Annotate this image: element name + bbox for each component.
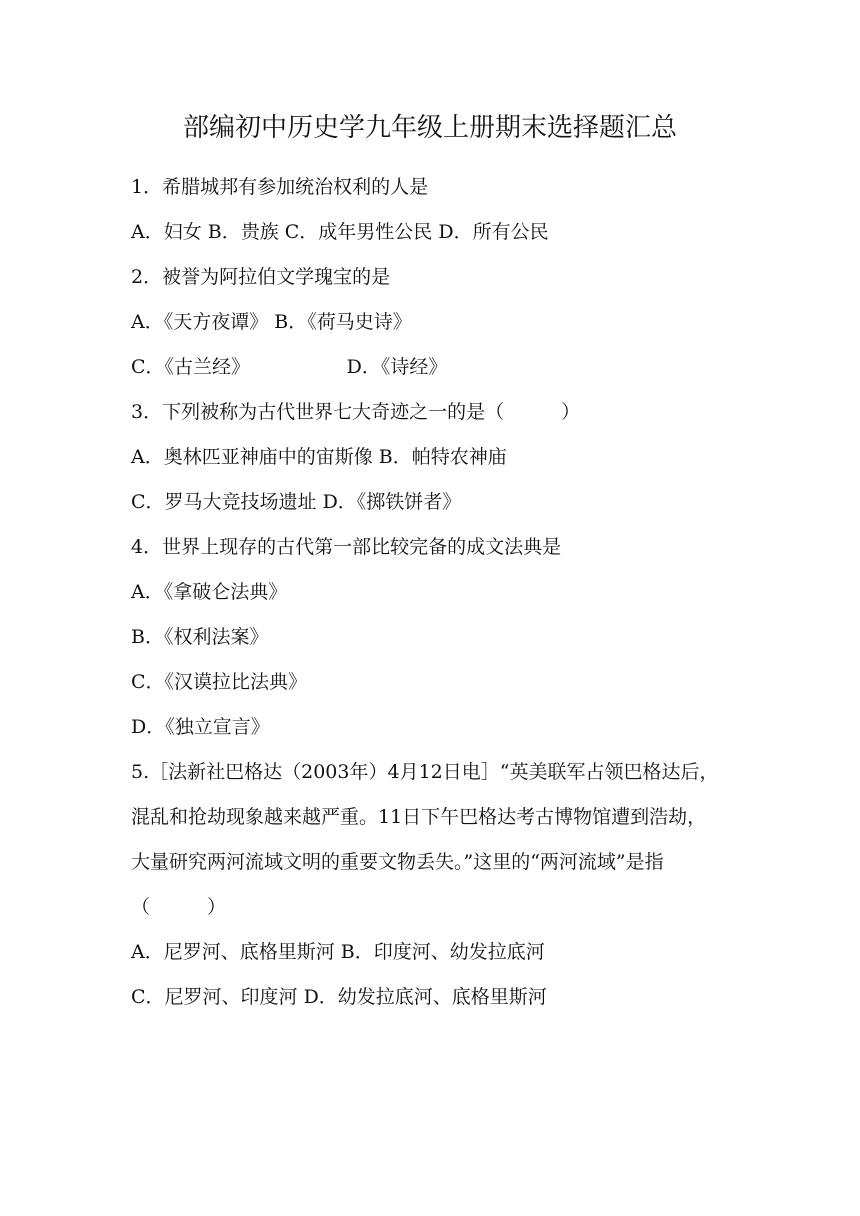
question-2-stem: 2．被誉为阿拉伯文学瑰宝的是 bbox=[131, 266, 391, 288]
question-3-options-cd: C．罗马大竞技场遗址 D．《掷铁饼者》 bbox=[131, 491, 462, 513]
question-5-options-ab: A．尼罗河、底格里斯河 B．印度河、幼发拉底河 bbox=[131, 941, 545, 963]
question-5-options-cd: C．尼罗河、印度河 D．幼发拉底河、底格里斯河 bbox=[131, 986, 547, 1008]
question-5-stem-line-2: 混乱和抢劫现象越来越严重。11日下午巴格达考古博物馆遭到浩劫， bbox=[131, 806, 707, 828]
question-3-stem: 3．下列被称为古代世界七大奇迹之一的是（ ） bbox=[131, 401, 581, 423]
question-4-option-c: C．《汉谟拉比法典》 bbox=[131, 671, 308, 693]
question-1-stem: 1．希腊城邦有参加统治权利的人是 bbox=[131, 176, 429, 198]
question-3-options-ab: A．奥林匹亚神庙中的宙斯像 B．帕特农神庙 bbox=[131, 446, 507, 468]
question-2-options-ab: A．《天方夜谭》 B．《荷马史诗》 bbox=[131, 311, 412, 333]
document-title: 部编初中历史学九年级上册期末选择题汇总 bbox=[182, 113, 677, 143]
question-5-stem-line-4: （ ） bbox=[131, 896, 227, 918]
question-5-stem-line-3: 大量研究两河流域文明的重要文物丢失。”这里的“两河流域”是指 bbox=[131, 851, 664, 873]
question-4-option-b: B．《权利法案》 bbox=[131, 626, 269, 648]
question-4-stem: 4．世界上现存的古代第一部比较完备的成文法典是 bbox=[131, 536, 562, 558]
question-5-stem-line-1: 5.［法新社巴格达（2003年）4月12日电］“英美联军占领巴格达后， bbox=[131, 761, 719, 783]
question-4-option-d: D．《独立宣言》 bbox=[131, 716, 270, 738]
question-4-option-a: A．《拿破仑法典》 bbox=[131, 581, 288, 603]
question-2-options-cd: C．《古兰经》 D．《诗经》 bbox=[131, 356, 448, 378]
question-1-options: A．妇女 B．贵族 C．成年男性公民 D．所有公民 bbox=[131, 221, 549, 243]
